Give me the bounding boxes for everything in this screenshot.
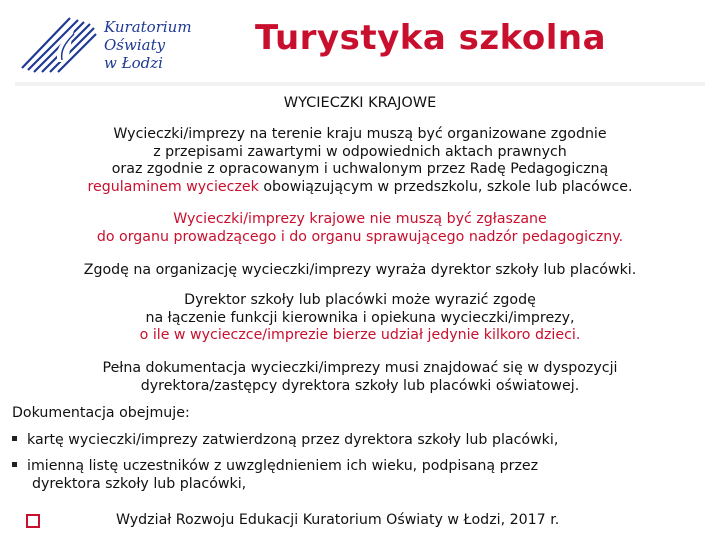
header-separator xyxy=(15,82,705,86)
list-item-text-continued: dyrektora szkoły lub placówki, xyxy=(32,475,247,492)
paragraph-documentation-location xyxy=(20,360,700,395)
paragraph-no-reporting xyxy=(20,211,700,246)
paragraph-text: obowiązującym w przedszkolu, szkole lub placówce. xyxy=(258,178,633,195)
logo-line-2: Oświaty xyxy=(104,36,166,54)
paragraph-line: dyrektora/zastępcy dyrektora szkoły lub placówki oświatowej. xyxy=(140,377,580,394)
list-item-text: kartę wycieczki/imprezy zatwierdzoną przez dyrektora szkoły lub placówki, xyxy=(27,432,559,448)
logo-line-3: w Łodzi xyxy=(104,54,163,72)
kuratorium-logo xyxy=(18,12,194,74)
paragraph-line: Wycieczki/imprezy na terenie kraju muszą być organizowane zgodnie xyxy=(113,126,607,142)
paragraph-combining-roles xyxy=(20,292,700,345)
list-item xyxy=(12,458,538,493)
paragraph-line: z przepisami zawartymi w odpowiednich aktach prawnych xyxy=(153,143,567,160)
paragraph-organization xyxy=(20,126,700,196)
page-title: Turystyka szkolna xyxy=(255,18,607,58)
list-item-text: imienną listę uczestników z uwzględnieniem ich wieku, podpisaną przez xyxy=(27,458,539,474)
paragraph-line: do organu prowadzącego i do organu sprawującego nadzór pedagogiczny. xyxy=(96,228,624,245)
logo-line-1: Kuratorium xyxy=(104,18,192,36)
paragraph-line: Wycieczki/imprezy krajowe nie muszą być zgłaszane xyxy=(173,211,547,227)
paragraph-line xyxy=(20,179,700,197)
paragraph-line: Pełna dokumentacja wycieczki/imprezy musi znajdować się w dyspozycji xyxy=(102,360,618,376)
paragraph-line-highlight: o ile w wycieczce/imprezie bierze udział jedynie kilkoro dzieci. xyxy=(139,327,581,343)
hollow-square-bullet-icon xyxy=(26,514,40,528)
highlight-regulations: regulaminem wycieczek xyxy=(87,178,259,195)
footer-text: Wydział Rozwoju Edukacji Kuratorium Oświaty w Łodzi, 2017 r. xyxy=(116,512,560,528)
footer xyxy=(20,511,710,533)
square-bullet-icon xyxy=(12,436,17,441)
kuratorium-logo-graphic xyxy=(18,12,194,74)
square-bullet-icon xyxy=(12,462,17,467)
paragraph-line: Dyrektor szkoły lub placówki może wyrazić zgodę xyxy=(184,292,536,308)
list-item xyxy=(12,432,558,450)
paragraph-line: oraz zgodnie z opracowanym i uchwalonym przez Radę Pedagogiczną xyxy=(111,161,609,177)
paragraph-consent xyxy=(20,262,700,280)
documentation-heading: Dokumentacja obejmuje: xyxy=(12,405,190,421)
paragraph-line: na łączenie funkcji kierownika i opiekuna wycieczki/imprezy, xyxy=(145,309,575,326)
section-heading: WYCIECZKI KRAJOWE xyxy=(283,95,437,111)
paragraph-line: Zgodę na organizację wycieczki/imprezy wyraża dyrektor szkoły lub placówki. xyxy=(83,262,637,278)
